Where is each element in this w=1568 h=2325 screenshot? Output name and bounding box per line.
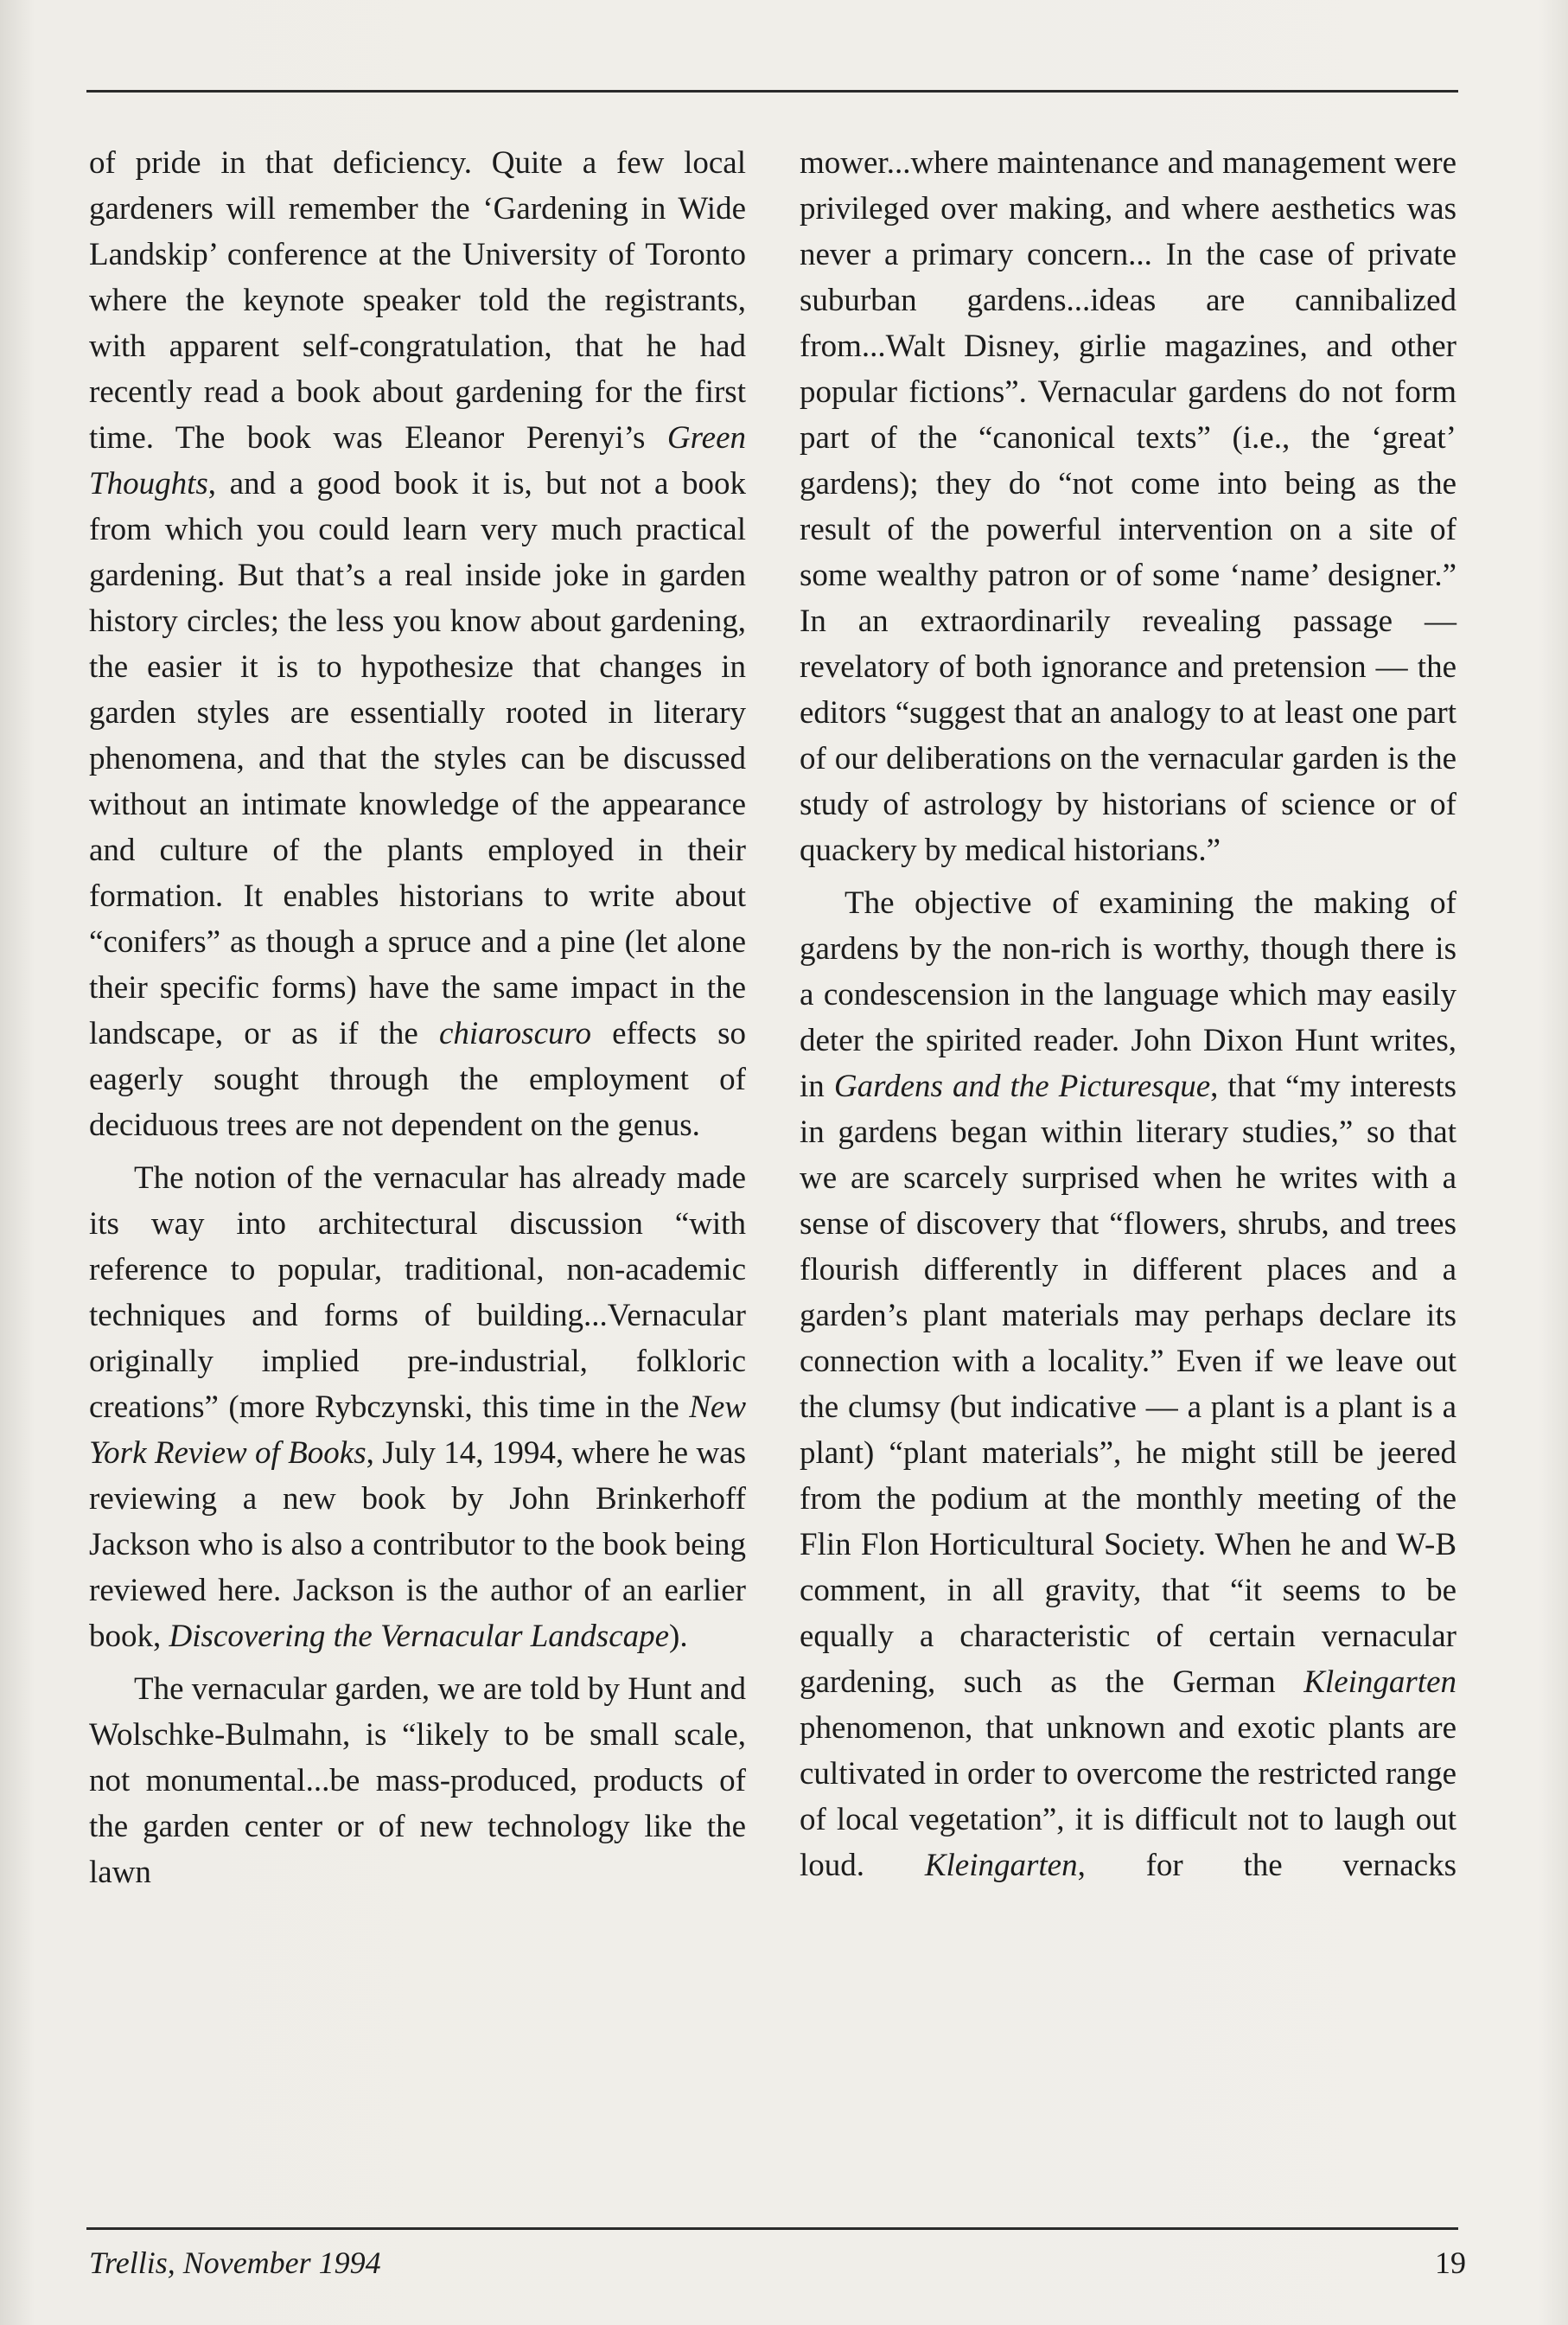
right-paragraph-2: The objective of examining the making of gardens by the non-rich is worthy, though there is a condescension in the language which may easily deter the spirited reader. John Dixon Hunt writes, in Gardens and the Picturesque, that “my interests in gardens began within literary studies,” so that we are scarcely surprised when he writes with a sense of discovery that “flowers, shrubs, and trees flourish differently in different places and a garden’s plant materials may perhaps declare its connection with a locality.” Even if we leave out the clumsy (but indicative — a plant is a plant is a plant) “plant materials”, he might still be jeered from the podium at the monthly meeting of the Flin Flon Horticultural Society. When he and W-B comment, in all gravity, that “it seems to be equally a characteristic of certain vernacular gardening, such as the German Kleingarten phenomenon, that unknown and exotic plants are cultivated in order to overcome the restricted range of local vegetation”, it is difficult not to laugh out loud. Kleingarten, for the vernacks — [800, 885, 1457, 1883]
left-paragraph-2: The notion of the vernacular has already made its way into architectural discussion “with reference to popular, traditional, non-academic techniques and forms of building...Vernacular originally implied pre-industrial, folkloric creations” (more Rybczynski, this time in the New York Review of Books, July 14, 1994, where he was reviewing a new book by John Brinkerhoff Jackson who is also a contributor to the book being reviewed here. Jackson is the author of an earlier book, Discovering the Vernacular Landscape). — [89, 1160, 746, 1654]
top-rule — [86, 90, 1458, 93]
page-number: 19 — [1435, 2245, 1466, 2280]
left-paragraph-1: of pride in that deficiency. Quite a few local gardeners will remember the ‘Gardening in Wide Landskip’ conference at the University of Toronto where the keynote speaker told the registrants, with apparent self-congratulation, that he had recently read a book about gardening for the first time. The book was Eleanor Perenyi’s Green Thoughts, and a good book it is, but not a book from which you could learn very much practical gardening. But that’s a real inside joke in garden history circles; the less you know about gardening, the easier it is to hypothesize that changes in garden styles are essentially rooted in literary phenomena, and that the styles can be discussed without an intimate knowledge of the appearance and culture of the plants employed in their formation. It enables historians to write about “conifers” as though a spruce and a pine (let alone their specific forms) have the same impact in the landscape, or as if the chiaroscuro effects so eagerly sought through the employment of deciduous trees are not dependent on the genus. — [89, 145, 746, 1143]
left-paragraph-3: The vernacular garden, we are told by Hunt and Wolschke-Bulmahn, is “likely to be small scale, not monumental...be mass-produced, products of the garden center or of new technology like the lawn — [89, 1671, 746, 1890]
italic-term: Kleingarten — [1303, 1664, 1456, 1700]
book-title: Gardens and the Picturesque — [833, 1069, 1211, 1104]
publication-title: New York Review of Books — [89, 1389, 746, 1471]
italic-term: chiaroscuro — [438, 1016, 592, 1051]
book-title: Green Thoughts — [89, 420, 746, 501]
right-paragraph-1: mower...where maintenance and management were privileged over making, and where aesthetics was never a primary concern... In the case of private suburban gardens...ideas are cannibalized from...Walt Disney, girlie magazines, and other popular fictions”. Vernacular gardens do not form part of the “canonical texts” (i.e., the ‘great’ gardens); they do “not come into being as the result of the powerful intervention on a site of some wealthy patron or of some ‘name’ designer.” In an extraordinarily revealing passage — revelatory of both ignorance and pretension — the editors “suggest that an analogy to at least one part of our deliberations on the vernacular garden is the study of astrology by historians of science or of quackery by medical historians.” — [800, 145, 1456, 868]
left-column — [89, 140, 746, 1895]
publication-footer: Trellis, November 1994 — [89, 2245, 381, 2280]
italic-term: Kleingarten — [924, 1848, 1078, 1883]
right-column — [800, 140, 1456, 1888]
bottom-rule — [86, 2227, 1458, 2230]
book-title: Discovering the Vernacular Landscape — [169, 1619, 670, 1654]
